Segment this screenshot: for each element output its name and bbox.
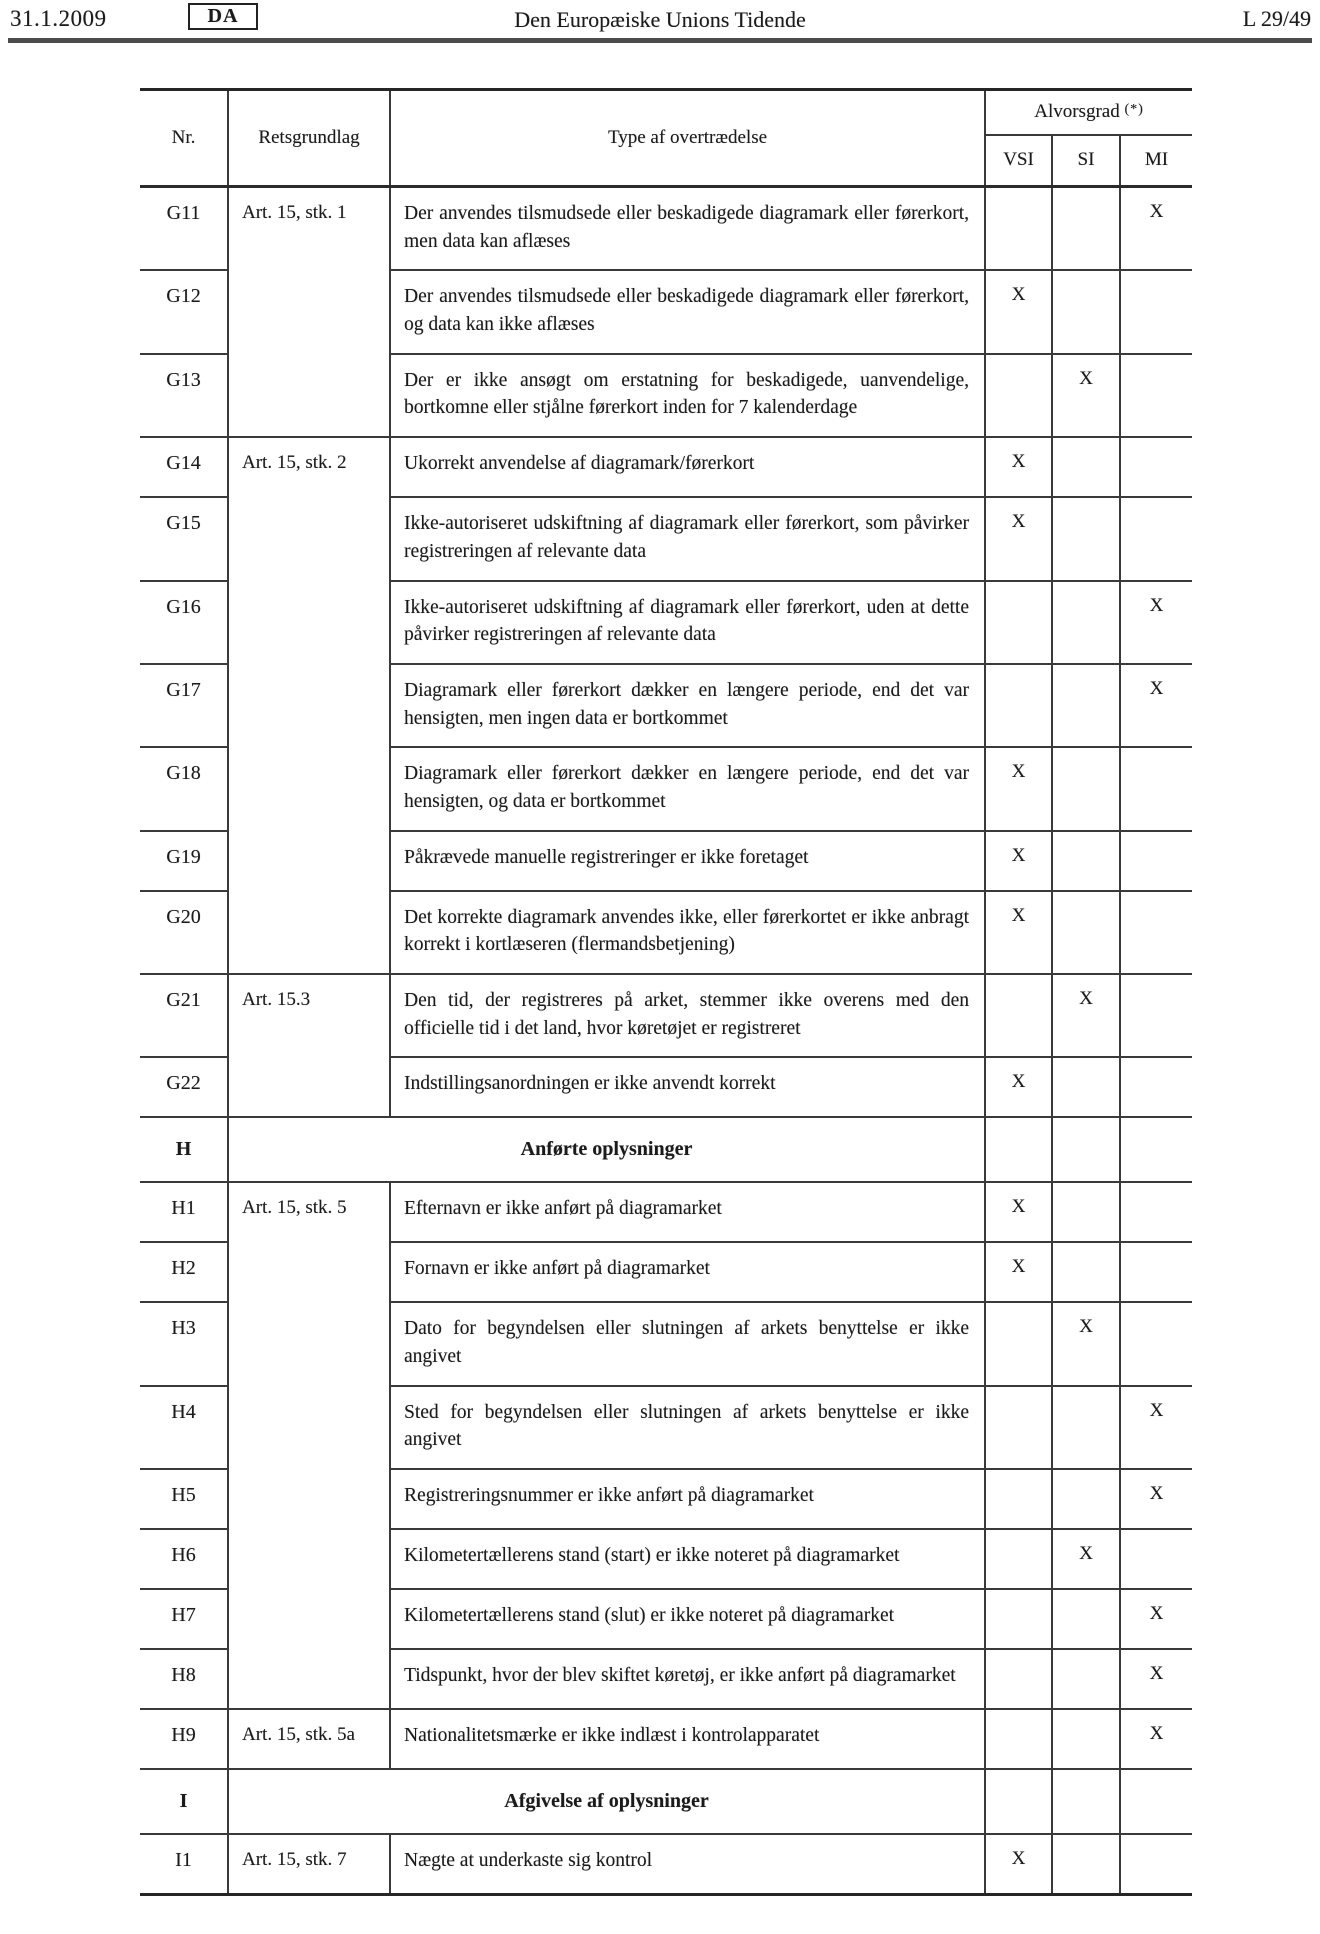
row-number-cell: H6: [140, 1529, 228, 1589]
severity-mi-cell: [1120, 1242, 1192, 1302]
severity-mi-cell: [1120, 270, 1192, 353]
section-header-row: [140, 1769, 1192, 1834]
severity-si-cell: [1052, 1649, 1120, 1709]
legal-basis-cell: Art. 15, stk. 5a: [228, 1709, 390, 1769]
infringement-type-cell: Der anvendes tilsmudsede eller beskadigede diagramark eller førerkort, men data kan aflæses: [390, 187, 985, 271]
severity-vsi-cell: [985, 1649, 1052, 1709]
table-row: [140, 1834, 1192, 1894]
table-row: [140, 974, 1192, 1057]
severity-vsi-cell: [985, 1302, 1052, 1385]
severity-si-cell: [1052, 1834, 1120, 1894]
infringement-type-cell: Diagramark eller førerkort dækker en længere periode, end det var hensigten, og data er bortkommet: [390, 747, 985, 830]
column-header-vsi: VSI: [985, 135, 1052, 187]
severity-vsi-cell: X: [985, 270, 1052, 353]
row-number-cell: G15: [140, 497, 228, 580]
infringement-type-cell: Efternavn er ikke anført på diagramarket: [390, 1182, 985, 1242]
row-number-cell: H8: [140, 1649, 228, 1709]
severity-si-cell: [1052, 437, 1120, 497]
row-number-cell: G11: [140, 187, 228, 271]
severity-si-cell: [1052, 831, 1120, 891]
severity-mi-cell: [1120, 497, 1192, 580]
row-number-cell: H3: [140, 1302, 228, 1385]
severity-si-cell: [1052, 1769, 1120, 1834]
row-number-cell: H5: [140, 1469, 228, 1529]
severity-vsi-cell: [985, 1589, 1052, 1649]
severity-si-cell: [1052, 747, 1120, 830]
table-header-row-top: [140, 90, 1192, 135]
severity-mi-cell: [1120, 1117, 1192, 1182]
row-number-cell: H2: [140, 1242, 228, 1302]
legal-basis-cell: Art. 15, stk. 5: [228, 1182, 390, 1709]
section-letter-cell: I: [140, 1769, 228, 1834]
severity-vsi-cell: [985, 974, 1052, 1057]
severity-mi-cell: [1120, 1302, 1192, 1385]
severity-vsi-cell: [985, 1386, 1052, 1469]
row-number-cell: I1: [140, 1834, 228, 1894]
severity-si-cell: [1052, 664, 1120, 747]
page-reference: L 29/49: [1242, 6, 1311, 31]
legal-basis-cell: Art. 15.3: [228, 974, 390, 1117]
language-code: DA: [207, 5, 239, 27]
column-header-si: SI: [1052, 135, 1120, 187]
severity-mi-cell: [1120, 354, 1192, 437]
infringement-table-body: [140, 187, 1192, 1895]
infringement-type-cell: Kilometertællerens stand (slut) er ikke noteret på diagramarket: [390, 1589, 985, 1649]
severity-mi-cell: [1120, 1182, 1192, 1242]
severity-si-cell: [1052, 1182, 1120, 1242]
infringement-type-cell: Ikke-autoriseret udskiftning af diagramark eller førerkort, som påvirker registreringen af relevante data: [390, 497, 985, 580]
table-row: [140, 187, 1192, 271]
severity-si-cell: X: [1052, 974, 1120, 1057]
severity-mi-cell: X: [1120, 1469, 1192, 1529]
column-header-mi: MI: [1120, 135, 1192, 187]
severity-vsi-cell: X: [985, 437, 1052, 497]
severity-si-cell: [1052, 1709, 1120, 1769]
severity-vsi-cell: X: [985, 1057, 1052, 1117]
severity-si-cell: [1052, 891, 1120, 974]
row-number-cell: H7: [140, 1589, 228, 1649]
infringement-type-cell: Tidspunkt, hvor der blev skiftet køretøj, er ikke anført på diagramarket: [390, 1649, 985, 1709]
severity-mi-cell: X: [1120, 1709, 1192, 1769]
legal-basis-cell: Art. 15, stk. 2: [228, 437, 390, 974]
infringement-type-cell: Der anvendes tilsmudsede eller beskadigede diagramark eller førerkort, og data kan ikke aflæses: [390, 270, 985, 353]
severity-mi-cell: X: [1120, 1386, 1192, 1469]
column-header-nr: Nr.: [140, 90, 228, 187]
severity-vsi-cell: X: [985, 891, 1052, 974]
section-letter-cell: H: [140, 1117, 228, 1182]
severity-si-cell: [1052, 1117, 1120, 1182]
column-header-severity-group: [985, 90, 1192, 135]
severity-vsi-cell: [985, 187, 1052, 271]
severity-mi-cell: [1120, 831, 1192, 891]
severity-vsi-cell: X: [985, 831, 1052, 891]
severity-vsi-cell: [985, 1709, 1052, 1769]
table-row: [140, 1709, 1192, 1769]
severity-mi-cell: [1120, 437, 1192, 497]
row-number-cell: G16: [140, 581, 228, 664]
severity-vsi-cell: X: [985, 1834, 1052, 1894]
severity-mi-cell: [1120, 1529, 1192, 1589]
severity-si-cell: [1052, 1386, 1120, 1469]
severity-vsi-cell: X: [985, 1242, 1052, 1302]
infringement-type-cell: Ikke-autoriseret udskiftning af diagramark eller førerkort, uden at dette påvirker registreringen af relevante data: [390, 581, 985, 664]
severity-group-label: Alvorsgrad: [1034, 101, 1120, 123]
publication-date: 31.1.2009: [10, 6, 107, 31]
severity-vsi-cell: [985, 1117, 1052, 1182]
severity-vsi-cell: [985, 1469, 1052, 1529]
infringement-type-cell: Kilometertællerens stand (start) er ikke noteret på diagramarket: [390, 1529, 985, 1589]
severity-mi-cell: X: [1120, 581, 1192, 664]
infringement-type-cell: Det korrekte diagramark anvendes ikke, eller førerkortet er ikke anbragt korrekt i kortlæseren (flermandsbetjening): [390, 891, 985, 974]
severity-mi-cell: X: [1120, 664, 1192, 747]
severity-vsi-cell: [985, 354, 1052, 437]
severity-vsi-cell: X: [985, 747, 1052, 830]
infringement-type-cell: Fornavn er ikke anført på diagramarket: [390, 1242, 985, 1302]
row-number-cell: G19: [140, 831, 228, 891]
severity-mi-cell: X: [1120, 1589, 1192, 1649]
infringement-type-cell: Sted for begyndelsen eller slutningen af arkets benyttelse er ikke angivet: [390, 1386, 985, 1469]
infringement-type-cell: Registreringsnummer er ikke anført på diagramarket: [390, 1469, 985, 1529]
severity-vsi-cell: [985, 1529, 1052, 1589]
row-number-cell: H4: [140, 1386, 228, 1469]
journal-title: Den Europæiske Unions Tidende: [514, 7, 806, 32]
severity-vsi-cell: [985, 581, 1052, 664]
table-row: [140, 437, 1192, 497]
row-number-cell: G17: [140, 664, 228, 747]
severity-mi-cell: X: [1120, 1649, 1192, 1709]
severity-si-cell: X: [1052, 1302, 1120, 1385]
legal-basis-cell: Art. 15, stk. 1: [228, 187, 390, 438]
infringement-type-cell: Diagramark eller førerkort dækker en længere periode, end det var hensigten, men ingen data er bortkommet: [390, 664, 985, 747]
row-number-cell: G12: [140, 270, 228, 353]
severity-mi-cell: [1120, 747, 1192, 830]
severity-mi-cell: [1120, 1769, 1192, 1834]
row-number-cell: H9: [140, 1709, 228, 1769]
severity-si-cell: [1052, 581, 1120, 664]
severity-si-cell: [1052, 1242, 1120, 1302]
severity-si-cell: X: [1052, 1529, 1120, 1589]
severity-footnote-marker: (*): [1124, 102, 1144, 118]
column-header-infringement-type: Type af overtrædelse: [390, 90, 985, 187]
section-header-row: [140, 1117, 1192, 1182]
section-title-cell: Afgivelse af oplysninger: [228, 1769, 985, 1834]
infringement-type-cell: Nægte at underkaste sig kontrol: [390, 1834, 985, 1894]
severity-si-cell: [1052, 497, 1120, 580]
severity-si-cell: [1052, 1589, 1120, 1649]
severity-si-cell: [1052, 270, 1120, 353]
infringement-type-cell: Dato for begyndelsen eller slutningen af arkets benyttelse er ikke angivet: [390, 1302, 985, 1385]
infringement-type-cell: Nationalitetsmærke er ikke indlæst i kontrolapparatet: [390, 1709, 985, 1769]
severity-vsi-cell: [985, 1769, 1052, 1834]
severity-si-cell: [1052, 187, 1120, 271]
severity-si-cell: [1052, 1057, 1120, 1117]
table-head: [140, 90, 1192, 187]
severity-si-cell: X: [1052, 354, 1120, 437]
infringement-type-cell: Der er ikke ansøgt om erstatning for beskadigede, uanvendelige, bortkomne eller stjålne førerkort inden for 7 kalenderdage: [390, 354, 985, 437]
row-number-cell: G14: [140, 437, 228, 497]
severity-vsi-cell: X: [985, 497, 1052, 580]
severity-mi-cell: [1120, 1834, 1192, 1894]
table-row: [140, 1182, 1192, 1242]
column-header-legal-basis: Retsgrundlag: [228, 90, 390, 187]
infringement-type-cell: Påkrævede manuelle registreringer er ikke foretaget: [390, 831, 985, 891]
row-number-cell: G22: [140, 1057, 228, 1117]
severity-mi-cell: X: [1120, 187, 1192, 271]
header-divider-rule: [8, 38, 1312, 43]
row-number-cell: G20: [140, 891, 228, 974]
infringement-type-cell: Ukorrekt anvendelse af diagramark/førerkort: [390, 437, 985, 497]
row-number-cell: G21: [140, 974, 228, 1057]
severity-vsi-cell: [985, 664, 1052, 747]
severity-vsi-cell: X: [985, 1182, 1052, 1242]
infringement-type-cell: Den tid, der registreres på arket, stemmer ikke overens med den officielle tid i det land, hvor køretøjet er registreret: [390, 974, 985, 1057]
severity-mi-cell: [1120, 974, 1192, 1057]
infringement-table: [140, 88, 1192, 1896]
row-number-cell: G13: [140, 354, 228, 437]
page-header: [0, 0, 1320, 46]
legal-basis-cell: Art. 15, stk. 7: [228, 1834, 390, 1894]
row-number-cell: H1: [140, 1182, 228, 1242]
section-title-cell: Anførte oplysninger: [228, 1117, 985, 1182]
severity-mi-cell: [1120, 1057, 1192, 1117]
severity-mi-cell: [1120, 891, 1192, 974]
infringement-type-cell: Indstillingsanordningen er ikke anvendt korrekt: [390, 1057, 985, 1117]
severity-si-cell: [1052, 1469, 1120, 1529]
row-number-cell: G18: [140, 747, 228, 830]
